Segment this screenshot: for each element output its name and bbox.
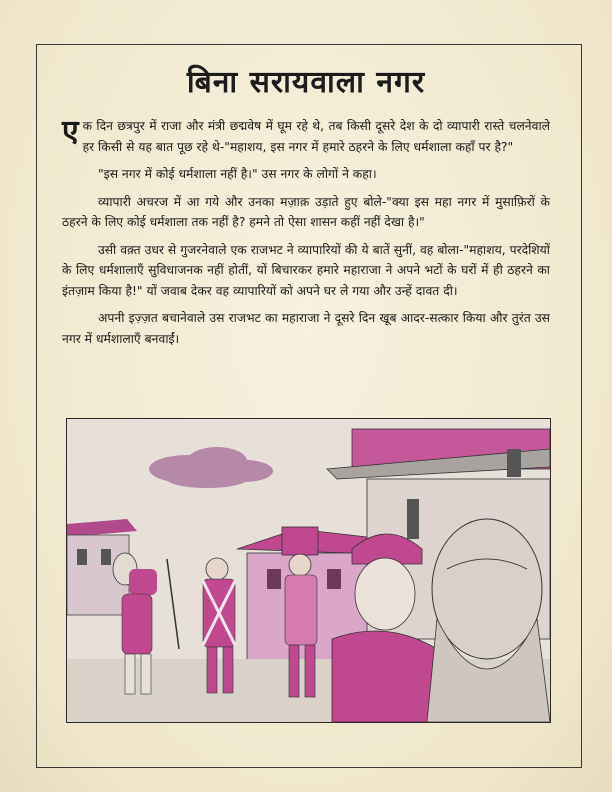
paragraph-2: "इस नगर में कोई धर्मशाला नहीं है।" उस नगर के लोगों ने कहा। bbox=[98, 167, 377, 181]
story-title: बिना सरायवाला नगर bbox=[186, 65, 426, 100]
story-body bbox=[62, 116, 550, 356]
paragraph-4: उसी वक़्त उधर से गुजरनेवाले एक राजभट ने व्यापारियों की ये बातें सुनीं, वह बोला-"महाशय, परदेशियों के लिए धर्मशालाएँ सुविधाजनक नहीं होतीं, यों बिचारकर हमारे महाराजा ने अपने भटों के घरों में ही ठहरने का इंतज़ाम किया है!" यों जवाब देकर वह व्यापारियों को अपने घर ले गया और उन्हें दावत दी। bbox=[62, 242, 550, 298]
paragraph-1 bbox=[62, 116, 550, 157]
paragraph-1-text: क दिन छत्रपुर में राजा और मंत्री छद्मवेष में घूम रहे थे, तब किसी दूसरे देश के दो व्यापारी रास्ते चलनेवाले हर किसी से यह बात पूछ रहे थे-"महाशय, इस नगर में हमारे ठहरने के लिए धर्मशाला कहाँ पर है?" bbox=[82, 119, 550, 154]
title-container bbox=[0, 60, 612, 101]
drop-cap: ए bbox=[62, 114, 79, 149]
paragraph-5: अपनी इज़्ज़त बचानेवाले उस राजभट का महाराजा ने दूसरे दिन खूब आदर-सत्कार किया और तुरंत उस नगर में धर्मशालाएँ बनवाईं। bbox=[62, 311, 550, 346]
story-illustration bbox=[66, 418, 551, 723]
paragraph-3: व्यापारी अचरज में आ गये और उनका मज़ाक़ उड़ाते हुए बोले-"क्या इस महा नगर में मुसाफ़िरों के ठहरने के लिए कोई धर्मशाला तक नहीं है? हमने तो ऐसा शासन कहीं नहीं देखा है।" bbox=[62, 194, 550, 229]
bearded-man-figure bbox=[427, 519, 550, 722]
illustration-drawing bbox=[67, 419, 550, 722]
